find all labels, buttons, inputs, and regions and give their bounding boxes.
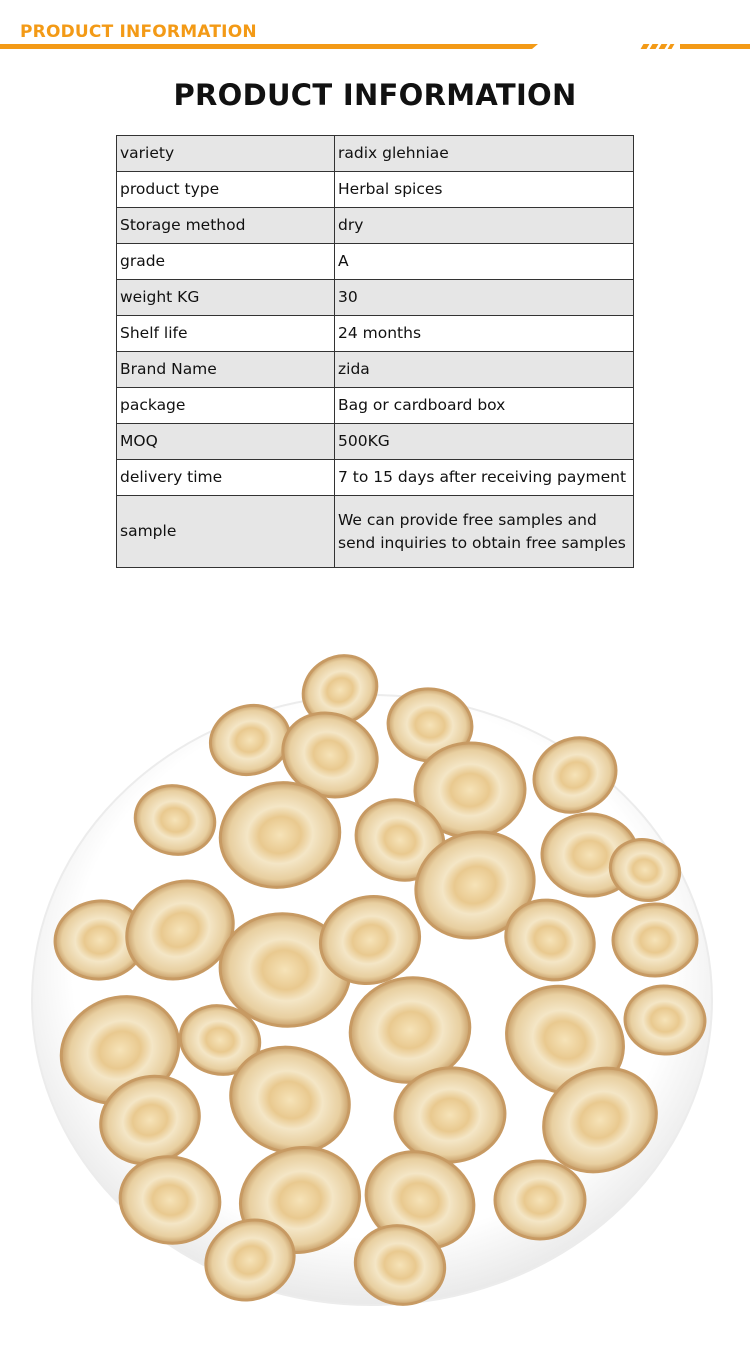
spec-key: package	[117, 388, 335, 424]
table-row	[117, 460, 634, 496]
spec-value: 30	[335, 280, 634, 316]
table-row	[117, 244, 634, 280]
spec-key: grade	[117, 244, 335, 280]
section-header	[0, 0, 750, 60]
section-header-label: PRODUCT INFORMATION	[20, 22, 257, 42]
spec-value: 7 to 15 days after receiving payment	[335, 460, 634, 496]
table-row	[117, 208, 634, 244]
table-row	[117, 316, 634, 352]
table-row	[117, 496, 634, 568]
header-dashes-decoration	[642, 44, 676, 49]
spec-value: radix glehniae	[335, 136, 634, 172]
spec-value: 24 months	[335, 316, 634, 352]
table-row	[117, 172, 634, 208]
spec-value: dry	[335, 208, 634, 244]
root-slice	[495, 1161, 585, 1239]
header-tail-line	[680, 44, 750, 49]
spec-value: Bag or cardboard box	[335, 388, 634, 424]
spec-value: A	[335, 244, 634, 280]
spec-key: weight KG	[117, 280, 335, 316]
spec-value: Herbal spices	[335, 172, 634, 208]
spec-key: product type	[117, 172, 335, 208]
spec-value: We can provide free samples and send inquiries to obtain free samples	[335, 496, 634, 568]
spec-key: MOQ	[117, 424, 335, 460]
spec-key: delivery time	[117, 460, 335, 496]
spec-key: Storage method	[117, 208, 335, 244]
table-row	[117, 424, 634, 460]
table-row	[117, 280, 634, 316]
header-underline	[0, 44, 532, 49]
spec-key: Brand Name	[117, 352, 335, 388]
table-row	[117, 388, 634, 424]
table-row	[117, 136, 634, 172]
table-row	[117, 352, 634, 388]
product-photo-icon	[0, 640, 750, 1340]
spec-value: zida	[335, 352, 634, 388]
spec-key: Shelf life	[117, 316, 335, 352]
spec-key: sample	[117, 496, 335, 568]
spec-key: variety	[117, 136, 335, 172]
page-title: PRODUCT INFORMATION	[173, 78, 577, 112]
product-spec-table	[116, 135, 634, 568]
spec-value: 500KG	[335, 424, 634, 460]
root-slice	[612, 903, 697, 976]
